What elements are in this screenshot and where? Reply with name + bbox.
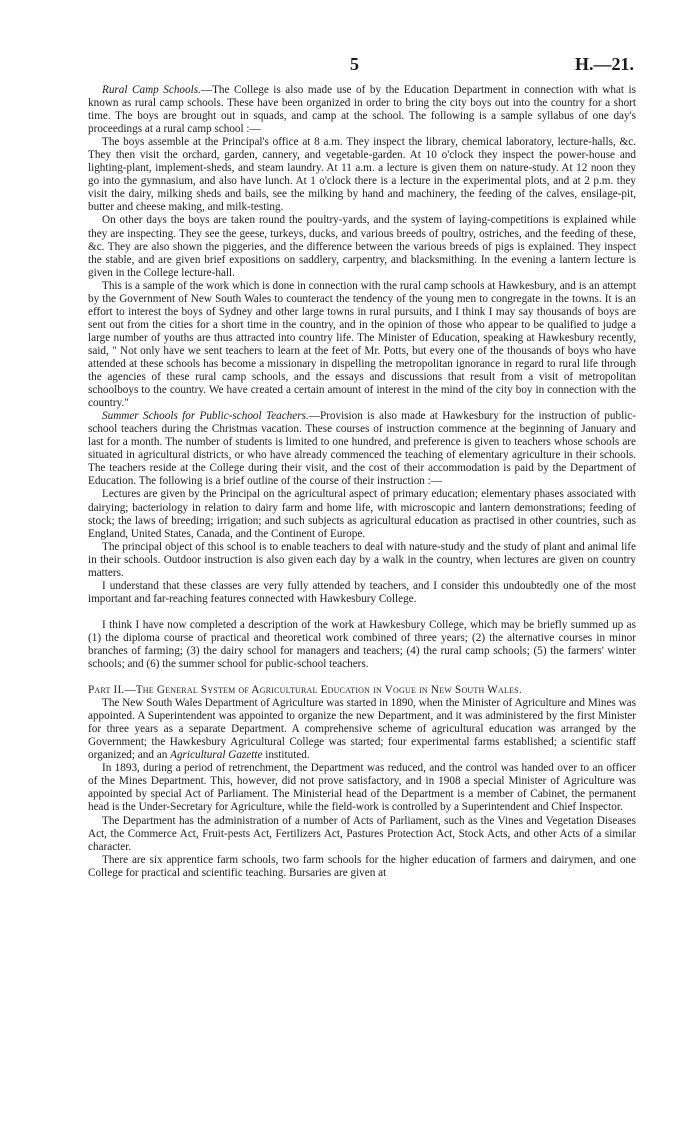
paragraph-rural-camp-schools: Rural Camp Schools.—The College is also made use of by the Education Department in connection with what is known as rural camp schools. These have been organized in order to bring the city boys out into the country for a short time. The boys are brought out in squads, and camp at the school. The following is a sample syllabus of one day's proceedings at a rural camp school :— <box>88 84 636 136</box>
part-title: —The General System of Agricultural Education in Vogue in New South Wales. <box>124 684 522 697</box>
paragraph: The principal object of this school is to enable teachers to deal with nature-study and the study of plant and animal life in their schools. Outdoor instruction is also given each day by a walk in the country, when lectures are given on country matters. <box>88 540 636 579</box>
part-two-heading <box>88 684 636 697</box>
paragraph: I understand that these classes are very fully attended by teachers, and I consider this undoubtedly one of the most important and far-reaching features connected with Hawkesbury College. <box>88 579 636 605</box>
section-lead-rural-camp-schools: Rural Camp Schools. <box>102 84 201 96</box>
paragraph-summer-schools: Summer Schools for Public-school Teachers.—Provision is also made at Hawkesbury for the instruction of public-school teachers during the Christmas vacation. These courses of instruction commence at the beginning of January and last for a month. The number of students is limited to one hundred, and preference is given to teachers whose schools are situated in agricultural districts, or who have already commenced the teaching of elementary agriculture in their schools. The teachers reside at the College during their visit, and the cost of their accommodation is paid by the Department of Education. The following is a brief outline of the course of their instruction :— <box>88 410 636 488</box>
part-label: Part II. <box>88 684 125 697</box>
paragraph: Lectures are given by the Principal on the agricultural aspect of primary education; elementary phases associated with dairying; bacteriology in relation to dairy farm and home life, with microscopic and lantern demonstrations; feeding of stock; the laws of breeding; irrigation; and such subjects as agricultural education as practised in other countries, such as England, United States, Canada, and the Continent of Europe. <box>88 488 636 540</box>
document-reference: H.—21. <box>574 54 634 74</box>
body-text <box>88 84 636 880</box>
paragraph: The Department has the administration of a number of Acts of Parliament, such as the Vines and Vegetation Diseases Act, the Commerce Act, Fruit-pests Act, Fertilizers Act, Pastures Protection Act, Stock Acts, and other Acts of a similar character. <box>88 814 636 853</box>
paragraph: In 1893, during a period of retrenchment, the Department was reduced, and the control was handed over to an officer of the Mines Department. This, however, did not prove satisfactory, and in 1908 a special Minister of Agriculture was appointed by special Act of Parliament. The Ministerial head of the Department is a member of Cabinet, the permanent head is the Under-Secretary for Agriculture, while the field-work is controlled by a Superintendent and Chief Inspector. <box>88 762 636 814</box>
gazette-title: Agricultural Gazette <box>170 749 263 762</box>
paragraph: On other days the boys are taken round the poultry-yards, and the system of laying-competitions is explained while they are inspecting. They see the geese, turkeys, ducks, and various breeds of poultry, ostriches, and the feeding of these, &c. They are also shown the piggeries, and the difference between the various breeds of pigs is explained. They inspect the stable, and are given brief expositions on saddlery, carpentry, and blacksmithing. In the evening a lantern lecture is given in the College lecture-hall. <box>88 214 636 279</box>
document-page <box>88 48 636 880</box>
paragraph: This is a sample of the work which is done in connection with the rural camp schools at Hawkesbury, and is an attempt by the Government of New South Wales to counteract the tendency of the young men to congregate in the towns. It is an effort to interest the boys of Sydney and other large towns in rural pursuits, and I think I may say thousands of boys are sent out from the cities for a short time in the country, and in the opinion of those who appear to be qualified to judge a large number of youths are thus attracted into country life. The Minister of Education, speaking at Hawkesbury recently, said, " Not only have we sent teachers to learn at the feet of Mr. Potts, but every one of the thousands of boys who have attended at these schools has become a missionary in dispelling the metropolitan ignorance in regard to rural life through the agencies of these rural camp schools, and the essays and discussions that result from a visit of metropolitan schoolboys to the country. We have created a certain amount of interest in the mind of the city boy in connection with the country." <box>88 279 636 410</box>
section-lead-summer-schools: Summer Schools for Public-school Teachers. <box>102 410 309 423</box>
page-header <box>88 48 636 84</box>
paragraph: The boys assemble at the Principal's office at 8 a.m. They inspect the library, chemical laboratory, lecture-halls, &c. They then visit the orchard, garden, cannery, and vegetable-garden. At 10 o'clock they inspect the power-house and lighting-plant, implement-sheds, and steam laundry. At 11 a.m. a lecture is given them on nature-study. At 12 noon they go into the gymnasium, and also have lunch. At 1 o'clock there is a lecture in the experimental plots, and at 2 p.m. they visit the dairy, milking sheds and bails, see the milking by hand and machinery, the feeding of the calves, ensilage-pit, butter and cheese making, and milk-testing. <box>88 136 636 214</box>
paragraph: There are six apprentice farm schools, two farm schools for the higher education of farmers and dairymen, and one College for practical and scientific teaching. Bursaries are given at <box>88 853 636 879</box>
page-number: 5 <box>350 54 359 74</box>
paragraph: The New South Wales Department of Agriculture was started in 1890, when the Minister of Agriculture and Mines was appointed. A Superintendent was appointed to organize the new Department, and it was administered by the first Minister for three years as a separate Department. A comprehensive scheme of agricultural education was arranged by the Government; the Hawkesbury Agricultural College was started; four experimental farms established; a scientific staff organized; and an Agricultural Gazette instituted. <box>88 697 636 762</box>
paragraph-summary: I think I have now completed a description of the work at Hawkesbury College, which may be briefly summed up as (1) the diploma course of practical and theoretical work combined of three years; (2) the alternative courses in minor branches of farming; (3) the dairy school for managers and teachers; (4) the rural camp schools; (5) the farmers' winter schools; and (6) the summer school for public-school teachers. <box>88 618 636 671</box>
